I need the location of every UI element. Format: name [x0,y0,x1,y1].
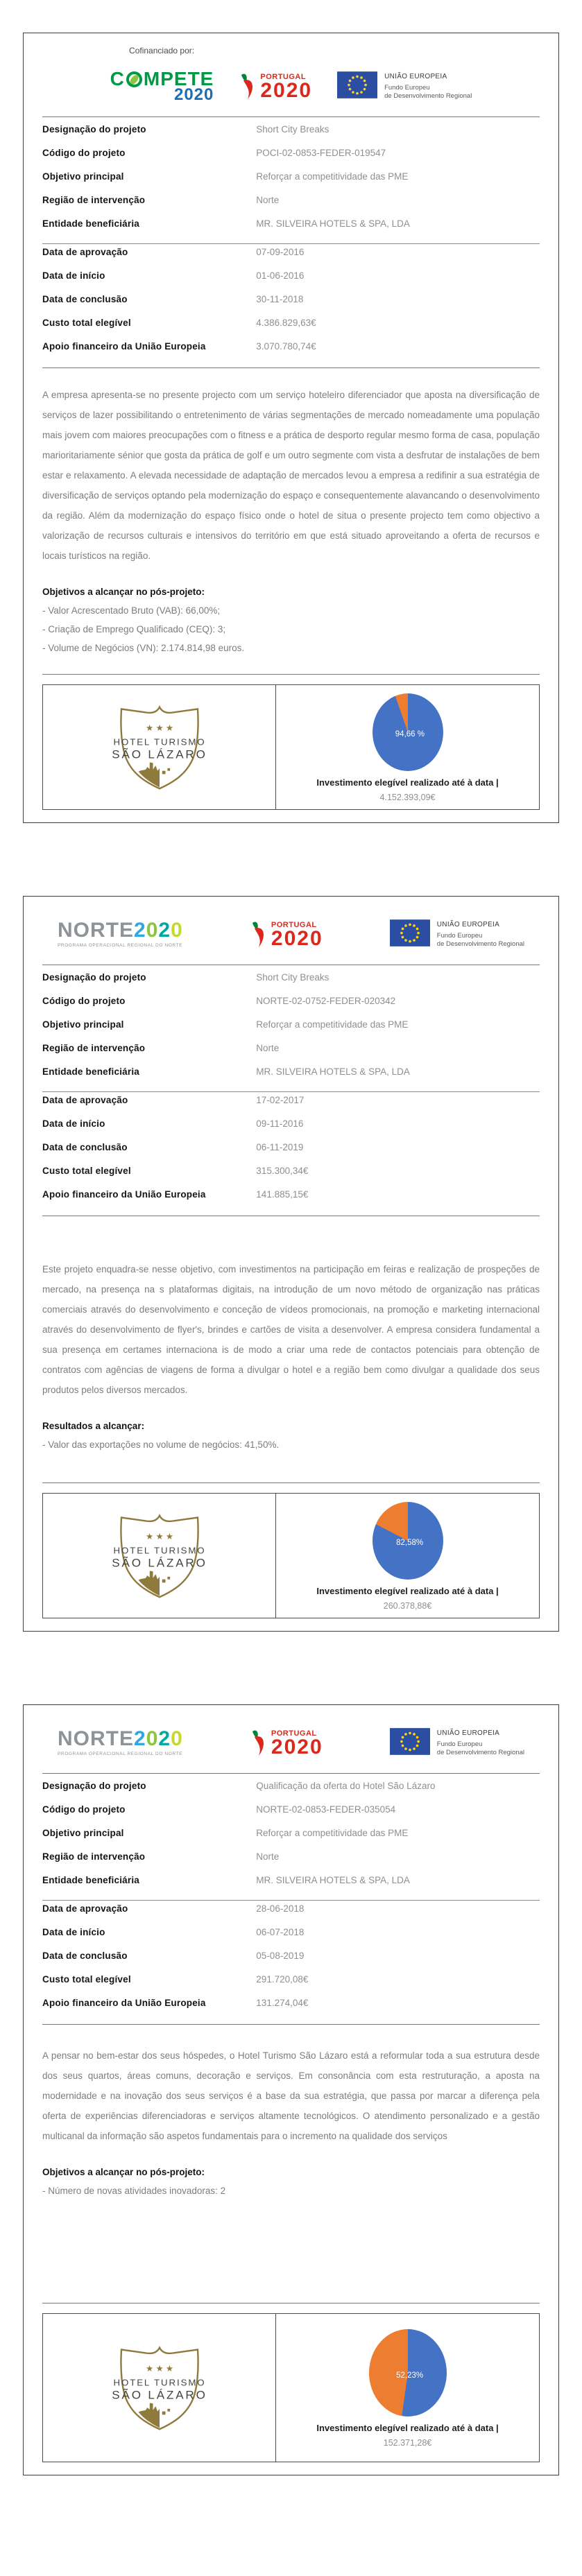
compete-text-mpete: MPETE [143,68,214,89]
portugal-label: PORTUGAL [260,72,307,81]
hotel-logo-cell [43,685,276,809]
field-label: Data de início [42,270,105,281]
table-row [42,996,540,1019]
objective-item: - Número de novas atividades inovadoras: 2 [42,2186,226,2196]
field-value: Qualificação da oferta do Hotel São Lázaro [256,1781,436,1791]
field-value: NORTE-02-0752-FEDER-020342 [256,996,396,1006]
norte-year [134,920,183,941]
eu-fund-line2: de Desenvolvimento Regional [384,92,472,100]
table-row [42,972,540,996]
hotel-logo-line2: SÃO LÁZARO [111,2388,207,2402]
investment-caption: Investimento elegível realizado até à data | [316,1586,499,1596]
objective-item: - Volume de Negócios (VN): 2.174.814,98 euros. [42,643,245,653]
field-value: 291.720,08€ [256,1974,309,1985]
field-value: MR. SILVEIRA HOTELS & SPA, LDA [256,218,410,229]
field-label: Custo total elegível [42,1166,131,1176]
field-label: Data de início [42,1927,105,1937]
field-label: Apoio financeiro da União Europeia [42,1998,206,2008]
norte-name: NORTE [58,1727,134,1750]
field-value: 28-06-2018 [256,1903,305,1914]
hotel-logo-cell [43,1494,276,1618]
eu-flag-icon [390,919,430,946]
field-label: Código do projeto [42,148,126,158]
pie-chart [373,693,443,771]
field-label: Apoio financeiro da União Europeia [42,341,206,352]
field-value: MR. SILVEIRA HOTELS & SPA, LDA [256,1875,410,1885]
field-value: 315.300,34€ [256,1166,309,1176]
investment-caption: Investimento elegível realizado até à data | [316,2423,499,2433]
norte-year-digit: 0 [146,1727,159,1750]
table-row [42,341,540,365]
field-value: 01-06-2016 [256,270,305,281]
field-value: 17-02-2017 [256,1095,305,1105]
pie-percentage-label: 94,66 % [395,730,425,739]
table-row [42,1804,540,1828]
table-row [42,1019,540,1043]
logo-row [42,55,540,116]
norte-name: NORTE [58,919,134,942]
footer-box [42,2313,540,2462]
portugal-2020-logo [239,70,312,102]
footer-box [42,1493,540,1618]
portugal-text [271,1729,323,1756]
portugal-glyph-icon [239,70,257,102]
portugal-year: 2020 [271,1735,323,1758]
table-row [42,1998,540,2021]
objective-item: - Valor das exportações no volume de negócios: 41,50%. [42,1440,280,1450]
field-value: Reforçar a competitividade das PME [256,1828,409,1838]
table-divider [42,243,540,244]
eu-text [437,919,524,949]
hotel-logo-line1: HOTEL TURISMO [113,2377,206,2388]
field-value: 4.386.829,63€ [256,318,316,328]
table-row [42,1974,540,1998]
card-footer [42,1466,540,1618]
table-row [42,124,540,148]
table-row [42,1851,540,1875]
field-label: Data de conclusão [42,1142,128,1152]
table-row [42,1828,540,1851]
table-row [42,1189,540,1213]
field-label: Região de intervenção [42,195,146,205]
eu-title: UNIÃO EUROPEIA [436,921,500,928]
project-card-1 [23,33,559,823]
pie-chart [373,1502,443,1580]
pie-percentage-label: 82,58% [396,1539,424,1548]
norte-2020-logo [58,1729,183,1756]
eu-fund-line2: de Desenvolvimento Regional [436,940,524,948]
eu-fund-line1: Fundo Europeu [436,932,483,940]
field-value: Reforçar a competitividade das PME [256,171,409,182]
table-divider [42,1091,540,1092]
field-label: Custo total elegível [42,318,131,328]
svg-text:★ ★ ★: ★ ★ ★ [145,723,173,733]
objective-item: - Criação de Emprego Qualificado (CEQ): 3; [42,624,226,634]
table-row [42,1095,540,1118]
portugal-glyph-icon [250,918,268,950]
field-label: Região de intervenção [42,1851,146,1862]
compete-year: 2020 [173,85,214,104]
eu-logo [390,919,524,949]
field-value: 131.274,04€ [256,1998,309,2008]
field-label: Objetivo principal [42,171,124,182]
field-value: 09-11-2016 [256,1118,304,1129]
table-row [42,1066,540,1090]
norte-wordmark [58,920,183,941]
norte-year-digit: 2 [158,919,171,942]
portugal-year: 2020 [271,926,323,950]
eu-flag-icon [337,71,377,98]
portugal-2020-logo [250,1727,323,1758]
norte-subtitle: PROGRAMA OPERACIONAL REGIONAL DO NORTE [58,943,183,948]
norte-year-digit: 0 [146,919,159,942]
table-row [42,1166,540,1189]
field-label: Objetivo principal [42,1828,124,1838]
project-card-2 [23,896,559,1632]
table-row [42,195,540,218]
hotel-logo-cell [43,2314,276,2462]
eu-flag-icon [390,1728,430,1755]
investment-value: 4.152.393,09€ [379,793,436,802]
objectives-title: Objetivos a alcançar no pós-projeto: [42,587,205,597]
eu-logo [390,1728,524,1757]
field-label: Data de aprovação [42,1095,128,1105]
logo-row [42,904,540,965]
investment-chart-cell [276,685,539,809]
project-table [42,965,540,1216]
svg-text:★ ★ ★: ★ ★ ★ [145,1531,173,1541]
norte-year-digit: 2 [158,1727,171,1750]
field-value: 3.070.780,74€ [256,341,316,352]
norte-year-digit: 0 [171,919,183,942]
norte-year-digit: 2 [134,1727,146,1750]
field-label: Data de conclusão [42,1951,128,1961]
pie-chart [369,2329,447,2417]
compete-2020-logo [110,69,214,103]
portugal-2020-logo [250,918,323,950]
objective-item: - Valor Acrescentado Bruto (VAB): 66,00%; [42,605,221,616]
field-value: 06-11-2019 [256,1142,304,1152]
norte-year-digit: 0 [171,1727,183,1750]
investment-chart-cell [276,1494,539,1618]
compete-text-c: C [110,68,125,89]
table-row [42,1043,540,1066]
table-row [42,1118,540,1142]
portugal-text [271,921,323,948]
eu-text [437,1728,524,1757]
investment-chart-cell [276,2314,539,2462]
table-row [42,1951,540,1974]
portugal-label: PORTUGAL [271,1729,317,1738]
hotel-sao-lazaro-logo [94,1512,225,1600]
hotel-sao-lazaro-logo [94,703,225,792]
project-description: A pensar no bem-estar dos seus hóspedes, o Hotel Turismo São Lázaro está a reformular toda a sua estrutura desde dos seus quartos, áreas comuns, decoração e serviços. Em consonância com esta restruturação, a aposta na modernidade e na inovação dos seus serviços é a base da sua estratégia, que passa por marcar a diferença pela oferta de experiências diferenciadoras e serviços altamente tecnológicos. O atendimento personalizado e a gestão multicanal da informação são aspetos fundamentais para o incremento na qualidade dos serviços [42,2050,540,2141]
portugal-label: PORTUGAL [271,920,317,929]
table-divider [42,1900,540,1901]
table-row [42,148,540,171]
investment-caption: Investimento elegível realizado até à data | [316,777,499,788]
field-value: 06-07-2018 [256,1927,305,1937]
hotel-logo-line1: HOTEL TURISMO [113,736,206,747]
table-row [42,1903,540,1927]
norte-subtitle: PROGRAMA OPERACIONAL REGIONAL DO NORTE [58,1752,183,1756]
field-value: Reforçar a competitividade das PME [256,1019,409,1030]
field-value: POCI-02-0853-FEDER-019547 [256,148,386,158]
investment-value: 152.371,28€ [383,2438,432,2448]
norte-wordmark [58,1729,183,1749]
eu-fund-line1: Fundo Europeu [436,1740,483,1748]
field-label: Data de aprovação [42,1903,128,1914]
compete-leaf-icon [126,71,142,87]
footer-box [42,684,540,810]
field-label: Designação do projeto [42,1781,146,1791]
field-value: Norte [256,1851,280,1862]
field-value: Short City Breaks [256,972,329,983]
project-table [42,1774,540,2024]
field-label: Entidade beneficiária [42,1066,139,1077]
eu-fund-line1: Fundo Europeu [384,84,430,92]
field-label: Região de intervenção [42,1043,146,1053]
field-value: 07-09-2016 [256,247,305,257]
table-row [42,171,540,195]
norte-2020-logo [58,920,183,948]
portugal-text [260,73,312,100]
card-footer [42,2286,540,2462]
investment-value: 260.378,88€ [383,1601,432,1611]
field-label: Entidade beneficiária [42,1875,139,1885]
field-value: 30-11-2018 [256,294,304,304]
pie-percentage-label: 52,23% [396,2371,424,2380]
table-row [42,1781,540,1804]
table-row [42,247,540,270]
cofinance-label: Cofinanciado por: [129,46,195,55]
field-label: Data de início [42,1118,105,1129]
field-label: Designação do projeto [42,124,146,135]
field-label: Data de conclusão [42,294,128,304]
field-label: Entidade beneficiária [42,218,139,229]
card-footer [42,657,540,810]
svg-text:★ ★ ★: ★ ★ ★ [145,2363,173,2374]
project-description: A empresa apresenta-se no presente projecto com um serviço hoteleiro diferenciador que aposta na diversificação de serviços de lazer possibilitando o entretenimento de várias segmentações de mercado nomeadamente uma população mais jovem com maiores preocupações com o fitness e a prática de desporto regular mesmo forma de casa, população marioritariamente sénior que gosta da prática de golf e um outro segmente com vista a desfrutar de instalações de bem estar e relaxamento. A elevada necessidade de adaptação de mercados levou a empresa a redifinir a sua estratégia de diversificação de serviços optando pela modernização do espaço e consequentemente alavancando o desenvolvimento da região. Além da modernização do espaço físico onde o hotel de situa o presente projecto tem como objectivo a valorização de recursos culturais e intensivos do território em que está situado aproveitando a oferta de recursos e locais turísticos na região. [42,390,540,561]
field-value: Short City Breaks [256,124,329,135]
field-value: 141.885,15€ [256,1189,309,1200]
table-row [42,1142,540,1166]
eu-title: UNIÃO EUROPEIA [436,1729,500,1737]
field-label: Código do projeto [42,1804,126,1815]
objectives-title: Resultados a alcançar: [42,1421,145,1431]
field-value: MR. SILVEIRA HOTELS & SPA, LDA [256,1066,410,1077]
hotel-logo-line2: SÃO LÁZARO [111,747,207,761]
hotel-sao-lazaro-logo [94,2344,225,2432]
eu-logo [337,71,472,101]
field-label: Código do projeto [42,996,126,1006]
field-label: Custo total elegível [42,1974,131,1985]
eu-text [384,71,472,101]
field-label: Objetivo principal [42,1019,124,1030]
norte-year [134,1729,183,1749]
table-row [42,318,540,341]
portugal-year: 2020 [260,78,313,102]
logo-row [42,1712,540,1773]
field-label: Designação do projeto [42,972,146,983]
portugal-glyph-icon [250,1727,268,1758]
eu-fund-line2: de Desenvolvimento Regional [436,1749,524,1756]
project-table [42,117,540,368]
norte-year-digit: 2 [134,919,146,942]
field-label: Apoio financeiro da União Europeia [42,1189,206,1200]
objectives-title: Objetivos a alcançar no pós-projeto: [42,2167,205,2177]
field-value: 05-08-2019 [256,1951,305,1961]
project-card-3 [23,1704,559,2475]
project-description: Este projeto enquadra-se nesse objetivo, com investimentos na participação em feiras e realização de prospeções de mercado, na presença na s plataformas digitais, na introdução de um novo método de organização nas práticas comerciais através do desenvolvimento e conceção de vídeos promocionais, na promoção e marketing internacional através do desenvolvimento de flyer's, brindes e cartões de visita a desenvolver. A empresa considera fundamental a sua presença em certames internaciona is de modo a criar uma rede de contactos potenciais para obtenção de contratos com agências de viagens de forma a divulgar o hotel e a região bem como divulgar a qualidade dos seus produtos pelos diversos mercados. [42,1264,540,1395]
table-row [42,1875,540,1899]
field-label: Data de aprovação [42,247,128,257]
table-row [42,270,540,294]
table-row [42,1927,540,1951]
table-row [42,294,540,318]
eu-title: UNIÃO EUROPEIA [384,73,447,80]
field-value: Norte [256,195,280,205]
table-row [42,218,540,242]
hotel-logo-line2: SÃO LÁZARO [111,1556,207,1570]
field-value: Norte [256,1043,280,1053]
field-value: NORTE-02-0853-FEDER-035054 [256,1804,396,1815]
hotel-logo-line1: HOTEL TURISMO [113,1545,206,1556]
